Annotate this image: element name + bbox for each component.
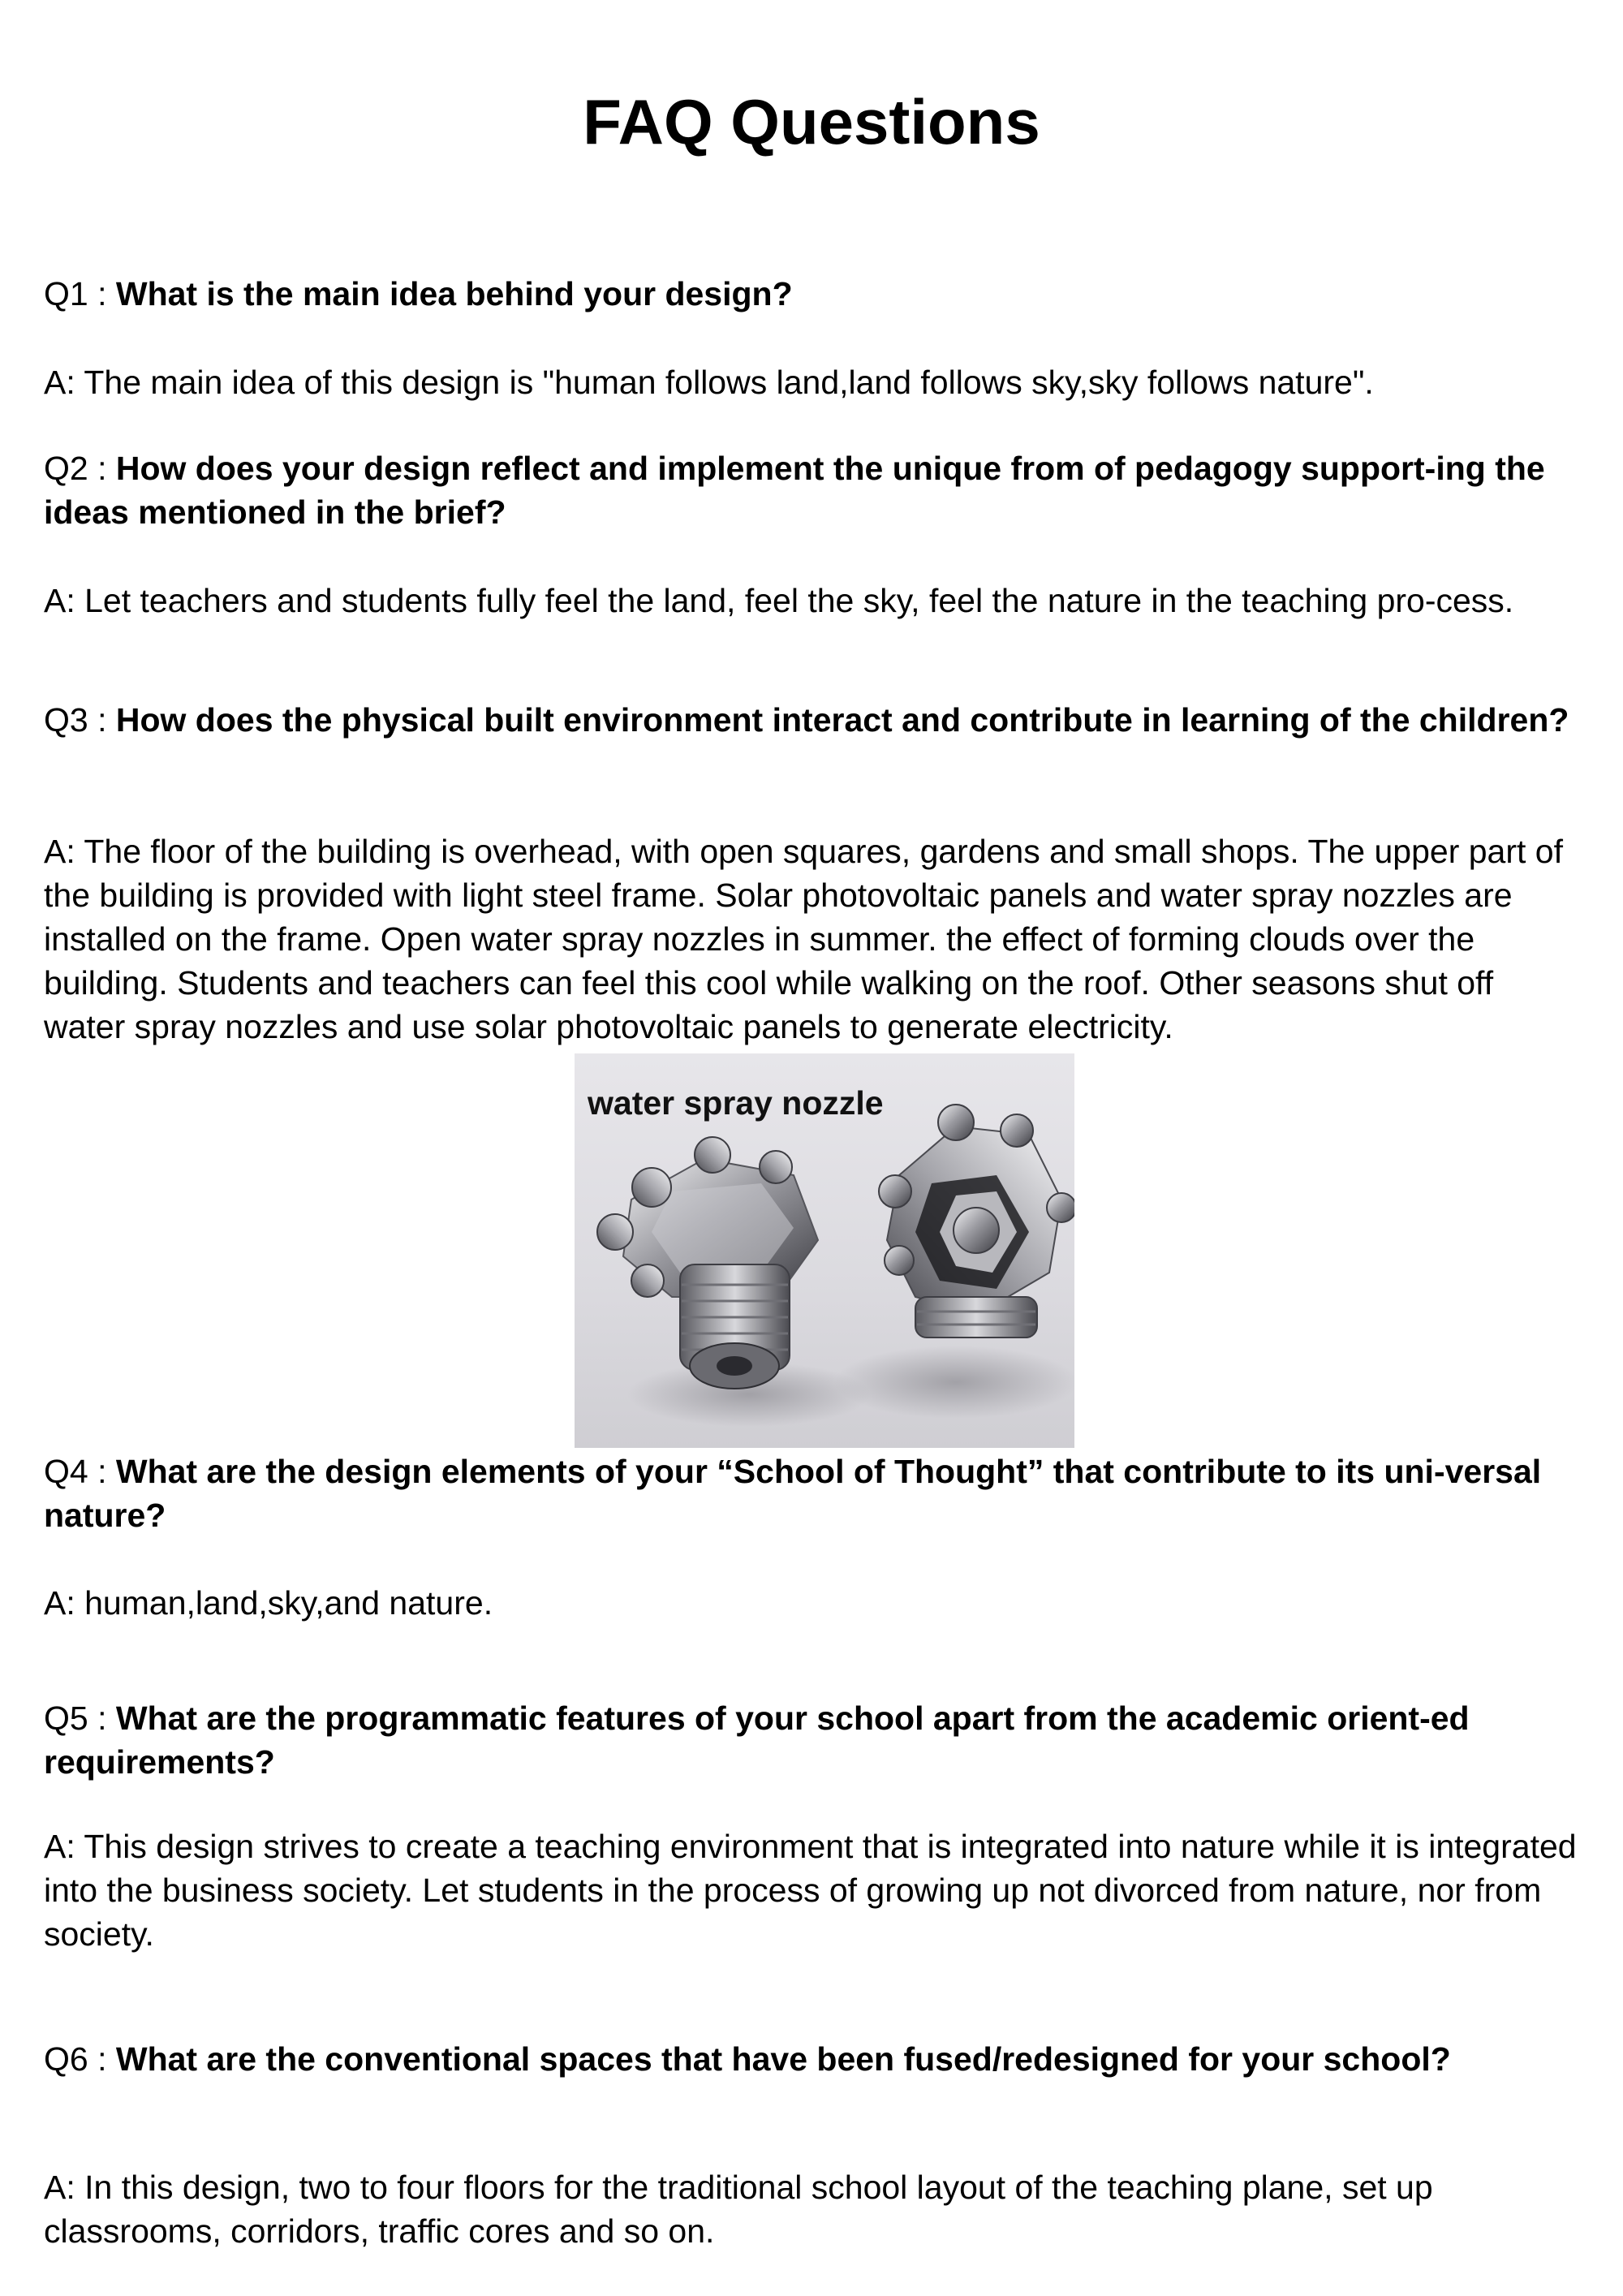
faq-question-1 (44, 272, 1582, 316)
page-title: FAQ Questions (583, 86, 1040, 157)
faq-question-3 (44, 698, 1582, 742)
faq-answer-4: A: human,land,sky,and nature. (44, 1584, 493, 1622)
question-number: Q2 : (44, 450, 116, 487)
faq-answer-1: A: The main idea of this design is "human follows land,land follows sky,sky follows nature". (44, 364, 1374, 401)
faq-question-6 (44, 2037, 1582, 2081)
question-text: What are the programmatic features of your school apart from the academic orient-ed requirements? (44, 1699, 1470, 1781)
faq-answer-2: A: Let teachers and students fully feel the land, feel the sky, feel the nature in the teaching pro-cess. (44, 582, 1514, 619)
question-text: How does the physical built environment interact and contribute in learning of the children? (115, 701, 1569, 739)
nozzle-photo (575, 1053, 1074, 1448)
faq-answer-6: A: In this design, two to four floors for the traditional school layout of the teaching plane, set up classrooms, corridors, traffic cores and so on. (44, 2169, 1433, 2250)
faq-answer-3: A: The floor of the building is overhead, with open squares, gardens and small shops. The upper part of the building is provided with light steel frame. Solar photovoltaic panels and water spray nozzles are installed on the frame. Open water spray nozzles in summer. the effect of forming clouds over the building. Students and teachers can feel this cool while walking on the roof. Other seasons shut off water spray nozzles and use solar photovoltaic panels to generate electricity. (44, 833, 1563, 1045)
question-text: What are the conventional spaces that have been fused/redesigned for your school? (115, 2040, 1451, 2078)
question-text: How does your design reflect and implement the unique from of pedagogy support-ing the ideas mentioned in the brief? (44, 450, 1545, 531)
faq-question-4 (44, 1450, 1582, 1537)
faq-answer-5: A: This design strives to create a teaching environment that is integrated into nature while it is integrated into the business society. Let students in the process of growing up not divorced from nature, nor from society. (44, 1828, 1577, 1953)
question-number: Q6 : (44, 2040, 116, 2078)
question-number: Q4 : (44, 1453, 116, 1490)
faq-question-2 (44, 446, 1582, 534)
question-number: Q5 : (44, 1699, 116, 1737)
question-text: What are the design elements of your “School of Thought” that contribute to its uni-versal nature? (44, 1453, 1542, 1534)
question-number: Q1 : (44, 275, 116, 312)
question-text: What is the main idea behind your design? (115, 275, 793, 312)
figure-caption: water spray nozzle (588, 1084, 884, 1122)
faq-question-5 (44, 1696, 1582, 1784)
question-number: Q3 : (44, 701, 116, 739)
